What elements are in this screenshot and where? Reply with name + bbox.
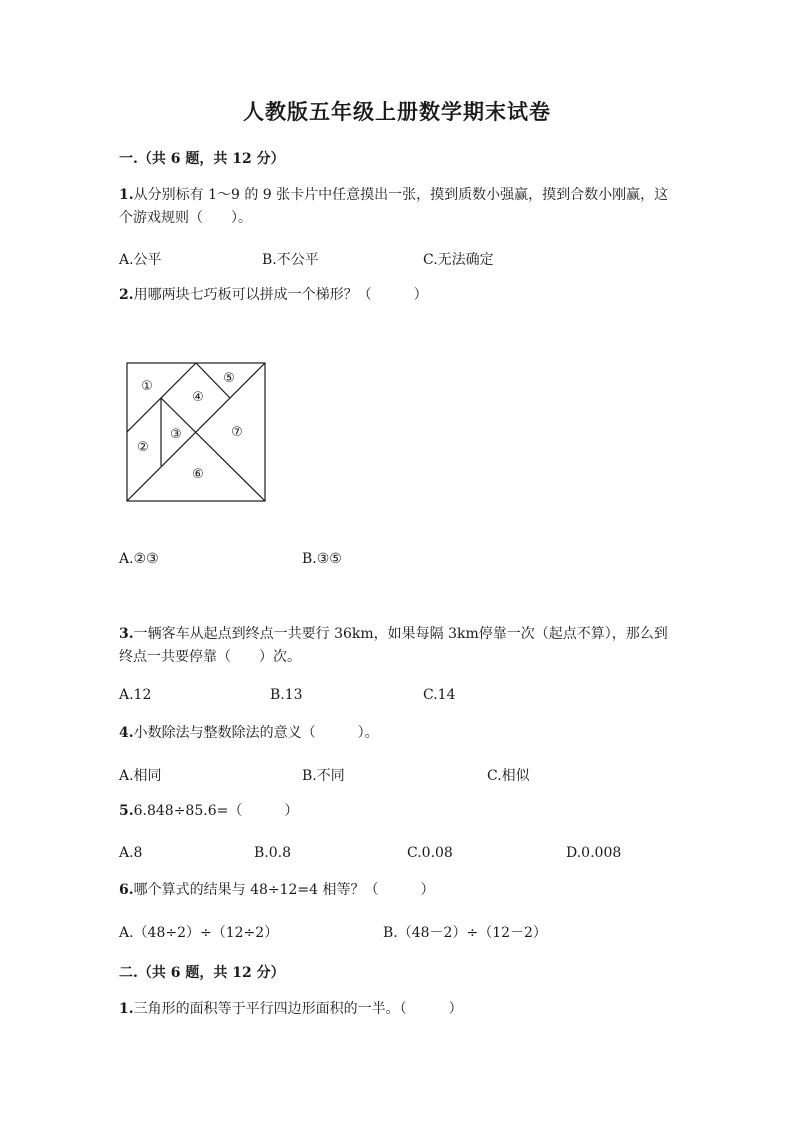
- question-number: 2.: [119, 287, 134, 303]
- q1-option-b: B.不公平: [262, 252, 319, 268]
- q5-option-a: A.8: [119, 845, 143, 861]
- q4-option-b: B.不同: [302, 768, 345, 784]
- piece-label-2: ②: [137, 440, 149, 455]
- question-6: [119, 879, 679, 902]
- section-header-1: 一.（共 6 题，共 12 分）: [119, 151, 285, 167]
- q5-option-b: B.0.8: [254, 845, 292, 861]
- question-3: [119, 623, 679, 669]
- question-number: 1.: [119, 187, 134, 203]
- q6-option-a: A.（48÷2）÷（12÷2）: [119, 925, 279, 941]
- question-text: 哪个算式的结果与 48÷12=4 相等？（ ）: [133, 882, 435, 898]
- question-text: 小数除法与整数除法的意义（ ）。: [133, 725, 379, 741]
- section-header-2: 二.（共 6 题，共 12 分）: [119, 965, 285, 981]
- q3-option-b: B.13: [270, 687, 303, 703]
- question-text: 一辆客车从起点到终点一共要行 36km，如果每隔 3km停靠一次（起点不算），那么到终点一共要停靠（ ）次。: [119, 626, 668, 665]
- q3-option-a: A.12: [119, 687, 152, 703]
- question-number: 5.: [119, 803, 134, 819]
- q5-option-c: C.0.08: [407, 845, 453, 861]
- piece-label-7: ⑦: [231, 425, 243, 440]
- question-4: [119, 722, 679, 745]
- q1-option-a: A.公平: [119, 252, 162, 268]
- question-1: [119, 184, 679, 230]
- question-text: 用哪两块七巧板可以拼成一个梯形？（ ）: [133, 287, 428, 303]
- page-title: 人教版五年级上册数学期末试卷: [243, 99, 551, 124]
- piece-label-3: ③: [170, 427, 182, 442]
- question-text: 6.848÷85.6=（ ）: [133, 803, 299, 819]
- question-number: 6.: [119, 882, 134, 898]
- q3-option-c: C.14: [423, 687, 456, 703]
- question-text: 三角形的面积等于平行四边形面积的一半。（ ）: [133, 1001, 463, 1017]
- question-2-1: [119, 998, 679, 1021]
- tangram-edge-large: [161, 398, 265, 501]
- question-number: 4.: [119, 725, 134, 741]
- q2-option-a: A.②③: [119, 551, 159, 567]
- question-text: 从分别标有 1～9 的 9 张卡片中任意摸出一张，摸到质数小强赢，摸到合数小刚赢，这个游戏规则（ ）。: [119, 187, 669, 226]
- question-5: [119, 800, 679, 823]
- tangram-figure: [124, 360, 270, 506]
- q4-option-c: C.相似: [487, 768, 530, 784]
- q1-option-c: C.无法确定: [423, 252, 494, 268]
- q5-option-d: D.0.008: [566, 845, 622, 861]
- piece-label-5: ⑤: [223, 371, 235, 386]
- q2-option-b: B.③⑤: [302, 551, 342, 567]
- question-number: 3.: [119, 626, 134, 642]
- q4-option-a: A.相同: [119, 768, 162, 784]
- piece-label-6: ⑥: [192, 467, 204, 482]
- question-2: [119, 284, 679, 307]
- q6-option-b: B.（48－2）÷（12－2）: [383, 925, 547, 941]
- question-number: 1.: [119, 1001, 134, 1017]
- piece-label-1: ①: [141, 379, 153, 394]
- piece-label-4: ④: [192, 390, 204, 405]
